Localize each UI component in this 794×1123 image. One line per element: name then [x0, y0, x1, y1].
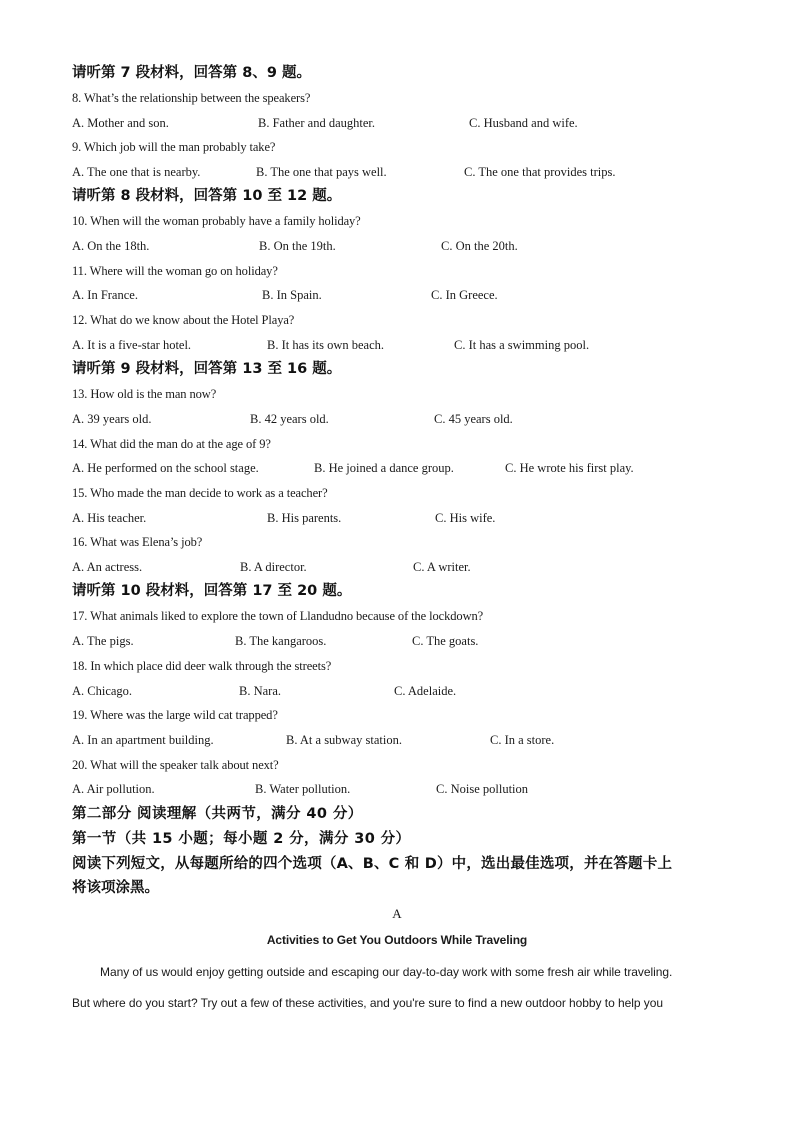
question-text: 8. What’s the relationship between the speakers? [72, 91, 311, 105]
option-a: A. Air pollution. [72, 782, 155, 796]
option-c: C. On the 20th. [441, 239, 518, 253]
option-c: C. In a store. [490, 733, 555, 747]
option-a: A. His teacher. [72, 511, 147, 525]
option-b: B. He joined a dance group. [314, 461, 454, 475]
option-a: A. Mother and son. [72, 116, 169, 130]
passage-letter: A [392, 906, 402, 921]
option-b: B. A director. [240, 560, 307, 574]
option-c: C. The goats. [412, 634, 479, 648]
option-a: A. In France. [72, 288, 138, 302]
option-c: C. It has a swimming pool. [454, 338, 590, 352]
option-a: A. It is a five-star hotel. [72, 338, 192, 352]
section-heading: 请听第 8 段材料，回答第 10 至 12 题。 [72, 188, 342, 204]
question-text: 9. Which job will the man probably take? [72, 140, 276, 154]
option-b: B. His parents. [267, 511, 342, 525]
option-c: C. A writer. [413, 560, 471, 574]
option-c: C. He wrote his first play. [505, 461, 634, 475]
question-text: 15. Who made the man decide to work as a teacher? [72, 486, 328, 500]
instruction-text: 将该项涂黑。 [72, 880, 159, 896]
paragraph-line: Many of us would enjoy getting outside and escaping our day-to-day work with some fresh air while traveling. [100, 965, 673, 979]
question-text: 11. Where will the woman go on holiday? [72, 264, 278, 278]
option-b: B. Nara. [239, 684, 281, 698]
option-a: A. An actress. [72, 560, 143, 574]
option-a: A. On the 18th. [72, 239, 150, 253]
paragraph-line: But where do you start? Try out a few of these activities, and you're sure to find a new outdoor hobby to help you [72, 996, 663, 1010]
option-c: C. Husband and wife. [469, 116, 578, 130]
question-text: 20. What will the speaker talk about next? [72, 758, 279, 772]
instruction-text: 阅读下列短文，从每题所给的四个选项（A、B、C 和 D）中，选出最佳选项，并在答题卡上 [72, 856, 673, 872]
option-c: C. 45 years old. [434, 412, 513, 426]
option-a: A. Chicago. [72, 684, 133, 698]
option-b: B. Father and daughter. [258, 116, 375, 130]
option-b: B. 42 years old. [250, 412, 329, 426]
question-text: 17. What animals liked to explore the town of Llandudno because of the lockdown? [72, 609, 484, 623]
option-b: B. The kangaroos. [235, 634, 327, 648]
question-text: 14. What did the man do at the age of 9? [72, 437, 271, 451]
option-b: B. It has its own beach. [267, 338, 384, 352]
option-b: B. Water pollution. [255, 782, 351, 796]
option-b: B. The one that pays well. [256, 165, 387, 179]
option-c: C. The one that provides trips. [464, 165, 616, 179]
option-a: A. 39 years old. [72, 412, 152, 426]
part-heading: 第二部分 阅读理解（共两节，满分 40 分） [72, 806, 363, 822]
question-text: 13. How old is the man now? [72, 387, 217, 401]
question-text: 16. What was Elena’s job? [72, 535, 203, 549]
option-a: A. The one that is nearby. [72, 165, 201, 179]
option-c: C. Noise pollution [436, 782, 529, 796]
option-c: C. Adelaide. [394, 684, 457, 698]
question-text: 18. In which place did deer walk through the streets? [72, 659, 332, 673]
passage-title: Activities to Get You Outdoors While Traveling [266, 933, 528, 947]
option-a: A. He performed on the school stage. [72, 461, 259, 475]
option-c: C. In Greece. [431, 288, 498, 302]
section-heading: 请听第 7 段材料，回答第 8、9 题。 [72, 65, 311, 81]
option-c: C. His wife. [435, 511, 496, 525]
section-heading: 请听第 10 段材料，回答第 17 至 20 题。 [72, 583, 352, 599]
question-text: 19. Where was the large wild cat trapped? [72, 708, 278, 722]
option-a: A. In an apartment building. [72, 733, 214, 747]
question-text: 10. When will the woman probably have a family holiday? [72, 214, 361, 228]
section-heading: 请听第 9 段材料，回答第 13 至 16 题。 [72, 361, 342, 377]
option-a: A. The pigs. [72, 634, 134, 648]
option-b: B. In Spain. [262, 288, 322, 302]
question-text: 12. What do we know about the Hotel Playa? [72, 313, 295, 327]
option-b: B. On the 19th. [259, 239, 336, 253]
option-b: B. At a subway station. [286, 733, 402, 747]
section-heading: 第一节（共 15 小题；每小题 2 分，满分 30 分） [72, 831, 411, 847]
